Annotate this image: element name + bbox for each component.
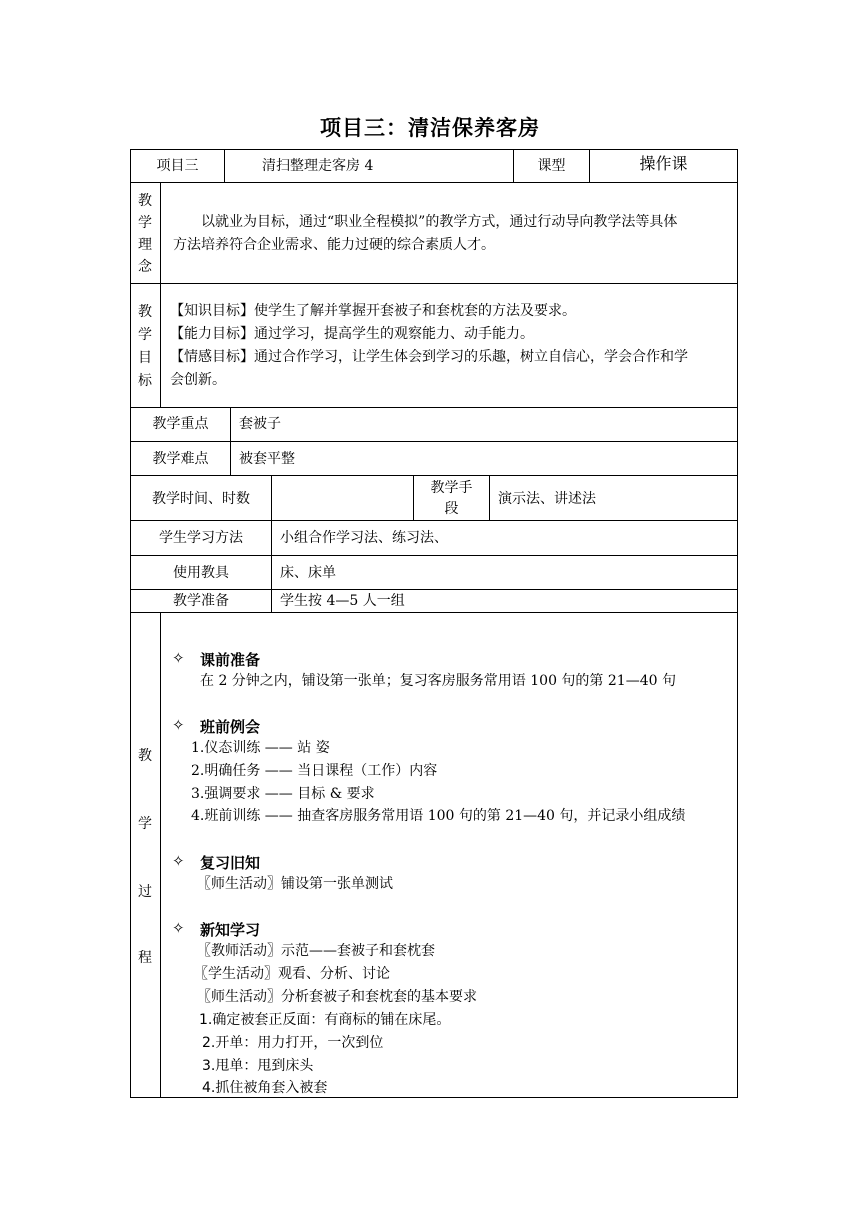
objectives-line-4: 会创新。 xyxy=(170,372,226,388)
section-line: 〖师生活动〗分析套被子和套枕套的基本要求 xyxy=(197,989,477,1005)
section-line: 2.明确任务 —— 当日课程（工作）内容 xyxy=(191,763,438,779)
objectives-label-4: 标 xyxy=(138,373,152,389)
keypoint-label: 教学重点 xyxy=(152,416,209,432)
cell-philosophy-body xyxy=(160,182,738,284)
difficulty-label: 教学难点 xyxy=(152,451,209,467)
type-label: 课型 xyxy=(537,158,566,174)
section-line: 〖教师活动〗示范——套被子和套枕套 xyxy=(197,943,435,959)
philosophy-label-1: 教 xyxy=(138,193,152,209)
objectives-label-2: 学 xyxy=(138,327,152,343)
philosophy-line-1: 以就业为目标，通过“职业全程模拟”的教学方式，通过行动导向教学法等具体 xyxy=(201,214,678,230)
section-line: 3.强调要求 —— 目标 & 要求 xyxy=(191,786,375,802)
study-label: 学生学习方法 xyxy=(159,530,243,546)
difficulty-value: 被套平整 xyxy=(239,451,295,467)
prep-label: 教学准备 xyxy=(173,593,229,609)
section-line: 1.仪态训练 —— 站 姿 xyxy=(191,740,330,756)
section-line: 在 2 分钟之内，铺设第一张单；复习客房服务常用语 100 句的第 21—40 句 xyxy=(200,673,676,689)
section-heading: 新知学习 xyxy=(200,921,261,939)
section-line: 〖师生活动〗铺设第一张单测试 xyxy=(197,876,393,892)
bullet-diamond-icon: ✧ xyxy=(172,852,185,870)
objectives-line-2: 【能力目标】通过学习，提高学生的观察能力、动手能力。 xyxy=(170,326,534,342)
objectives-label-1: 教 xyxy=(138,304,152,320)
means-label-2: 段 xyxy=(444,501,459,517)
bullet-diamond-icon: ✧ xyxy=(172,716,185,734)
type-value: 操作课 xyxy=(639,154,688,173)
philosophy-label-4: 念 xyxy=(138,259,152,275)
philosophy-label-2: 学 xyxy=(138,215,152,231)
cell-process-label xyxy=(130,612,161,1098)
section-heading: 复习旧知 xyxy=(200,854,261,872)
section-line: 〖学生活动〗观看、分析、讨论 xyxy=(194,966,390,982)
bullet-diamond-icon: ✧ xyxy=(172,649,185,667)
section-heading: 课前准备 xyxy=(200,651,261,669)
section-line: 4.班前训练 —— 抽查客房服务常用语 100 句的第 21—40 句，并记录小组成绩 xyxy=(191,808,686,824)
bullet-diamond-icon: ✧ xyxy=(172,919,185,937)
philosophy-label-3: 理 xyxy=(138,237,152,253)
cell-difficulty-value xyxy=(230,441,738,476)
section-line: 3.甩单：甩到床头 xyxy=(202,1058,314,1074)
process-label-2: 学 xyxy=(138,816,152,832)
cell-time-value xyxy=(271,475,414,521)
process-label-4: 程 xyxy=(138,950,152,966)
prep-value: 学生按 4—5 人一组 xyxy=(280,593,405,609)
keypoint-value: 套被子 xyxy=(239,416,281,432)
section-line: 2.开单：用力打开，一次到位 xyxy=(202,1035,384,1051)
process-label-1: 教 xyxy=(138,748,152,764)
objectives-line-3: 【情感目标】通过合作学习，让学生体会到学习的乐趣，树立自信心，学会合作和学 xyxy=(170,349,688,365)
section-line: 4.抓住被角套入被套 xyxy=(202,1080,328,1096)
page-title: 项目三：清洁保养客房 xyxy=(320,116,540,140)
study-value: 小组合作学习法、练习法、 xyxy=(280,530,448,546)
process-label-3: 过 xyxy=(138,884,152,900)
section-line: 1.确定被套正反面：有商标的铺在床尾。 xyxy=(199,1012,451,1028)
means-value: 演示法、讲述法 xyxy=(498,491,596,507)
section-heading: 班前例会 xyxy=(200,718,261,736)
means-label-1: 教学手 xyxy=(430,480,473,496)
objectives-label-3: 目 xyxy=(138,350,152,366)
tools-label: 使用教具 xyxy=(173,565,229,581)
cell-tools-value xyxy=(271,555,738,590)
time-label: 教学时间、时数 xyxy=(152,491,250,507)
project-label: 项目三 xyxy=(156,158,199,174)
tools-value: 床、床单 xyxy=(280,565,336,581)
objectives-line-1: 【知识目标】使学生了解并掌握开套被子和套枕套的方法及要求。 xyxy=(170,303,576,319)
project-value: 清扫整理走客房 4 xyxy=(262,158,374,174)
cell-keypoint-value xyxy=(230,407,738,442)
philosophy-line-2: 方法培养符合企业需求、能力过硬的综合素质人才。 xyxy=(173,237,495,253)
